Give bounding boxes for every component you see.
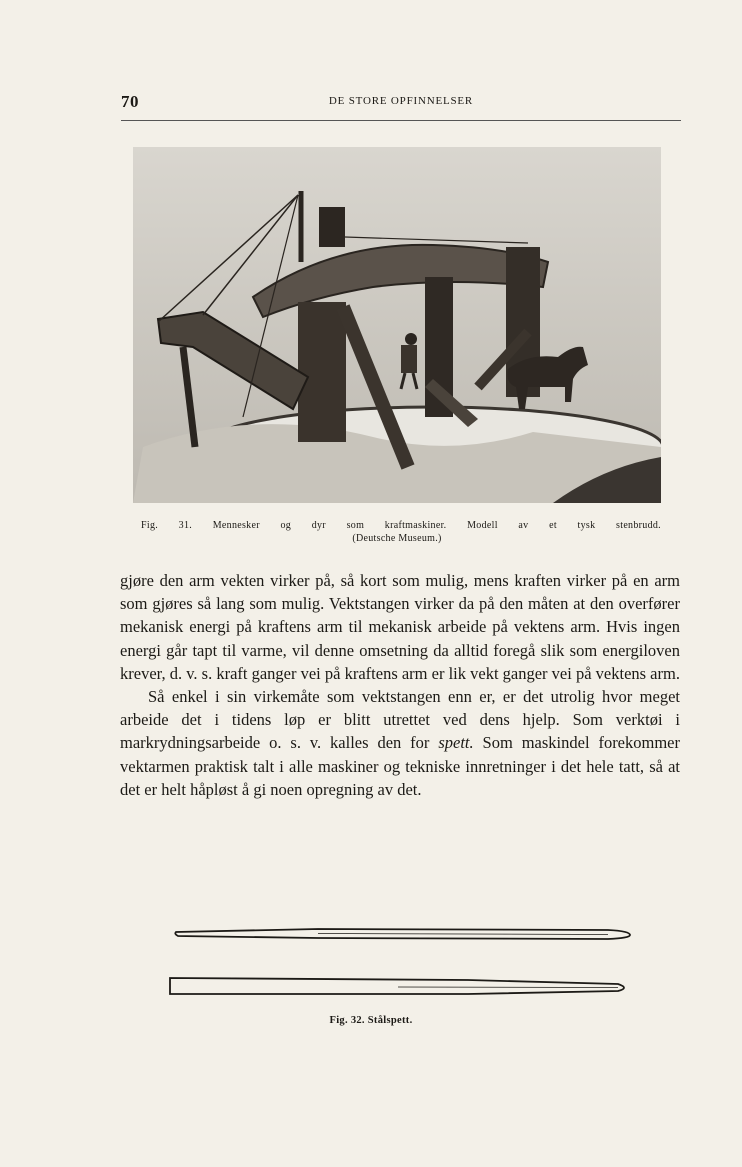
figure-32-illustration [168,918,636,1008]
paragraph-2-text-a: Så enkel i sin virkemåte som vektstangen enn er, er det utrolig hvor meget arbeide det i tidens løp er blitt utrettet ved dens hjelp. Som verktøi i markrydningsarbeide o. s. v. kalles den for [120,687,680,753]
figure-31-photo [133,147,661,503]
figure-31-caption [133,519,661,545]
italic-term-spett: spett. [438,733,474,753]
page-number: 70 [121,92,139,111]
figure-32-caption: Fig. 32. Stålspett. [329,1015,413,1026]
caption-line-1: Fig. 31. Mennesker og dyr som kraftmaskiner. Modell av et tysk stenbrudd. [141,520,661,531]
quarry-model-illustration [133,147,661,503]
caption-line-2: (Deutsche Museum.) [352,533,442,544]
steel-crowbar-drawing [168,918,636,1008]
paragraph-2-text-b: Som maskindel forekommer vektarmen praktisk talt i alle maskiner og tekniske innretninger i det hele tatt, så at det er helt håpløst å gi noen opregning av det. [120,733,680,799]
paragraph-2 [120,685,680,801]
body-text [120,569,680,801]
running-head [121,92,681,118]
running-title: DE STORE OPFINNELSER [328,95,474,107]
paragraph-1: gjøre den arm vekten virker på, så kort som mulig, mens kraften virker på en arm som gjøres så lang som mulig. Vektstangen virker da på den måten at den overfører mekanisk energi på kraftens arm til mekanisk arbeide på vektens arm. Hvis ingen energi går tapt til varme, vil denne omsetning da alltid foregå slik som energiloven krever, d. v. s. kraft ganger vei på kraftens arm er lik vekt ganger vei på vektens arm. [120,571,680,683]
header-rule [121,120,681,121]
